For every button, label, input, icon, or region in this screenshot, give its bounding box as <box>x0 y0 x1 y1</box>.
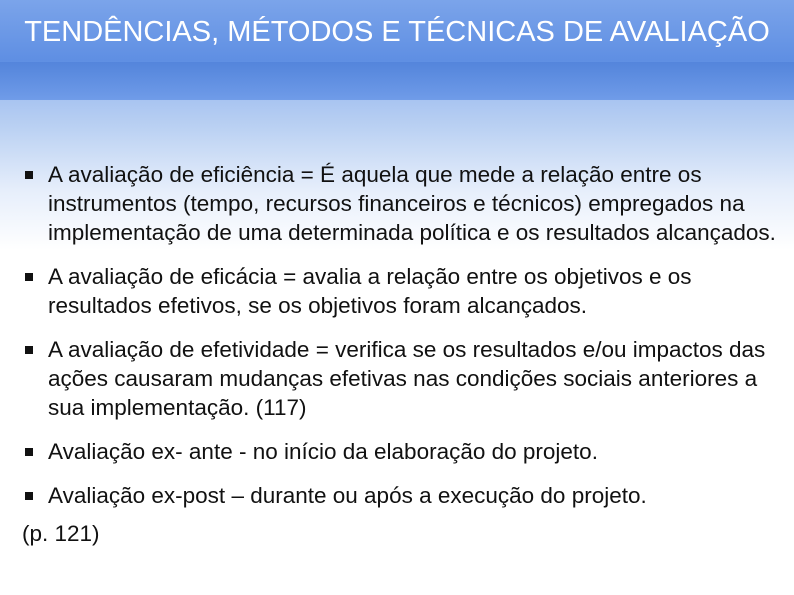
bullet-list <box>22 160 782 510</box>
slide-title: TENDÊNCIAS, MÉTODOS E TÉCNICAS DE AVALIAÇÃO <box>24 16 770 48</box>
bullet-text: Avaliação ex- ante - no início da elaboração do projeto. <box>48 439 598 464</box>
bullet-item-ex-ante <box>22 437 782 466</box>
slide-content <box>22 160 782 548</box>
page-reference: (p. 121) <box>22 521 100 546</box>
bullet-item-eficacia <box>22 262 782 320</box>
square-bullet-icon <box>25 346 33 354</box>
bullet-item-efetividade <box>22 335 782 422</box>
bullet-item-ex-post <box>22 481 782 510</box>
bullet-text: A avaliação de efetividade = verifica se os resultados e/ou impactos das ações causaram mudanças efetivas nas condições sociais anteriores a sua implementação. (117) <box>48 337 766 420</box>
bullet-text: A avaliação de eficiência = É aquela que mede a relação entre os instrumentos (tempo, recursos financeiros e técnicos) empregados na implementação de uma determinada política e os resultados alcançados. <box>48 162 776 245</box>
square-bullet-icon <box>25 171 33 179</box>
square-bullet-icon <box>25 492 33 500</box>
title-band-stripe <box>0 62 794 100</box>
bullet-item-eficiencia <box>22 160 782 247</box>
square-bullet-icon <box>25 273 33 281</box>
bullet-text: Avaliação ex-post – durante ou após a execução do projeto. <box>48 483 647 508</box>
square-bullet-icon <box>25 448 33 456</box>
bullet-text: A avaliação de eficácia = avalia a relação entre os objetivos e os resultados efetivos, se os objetivos foram alcançados. <box>48 264 692 318</box>
